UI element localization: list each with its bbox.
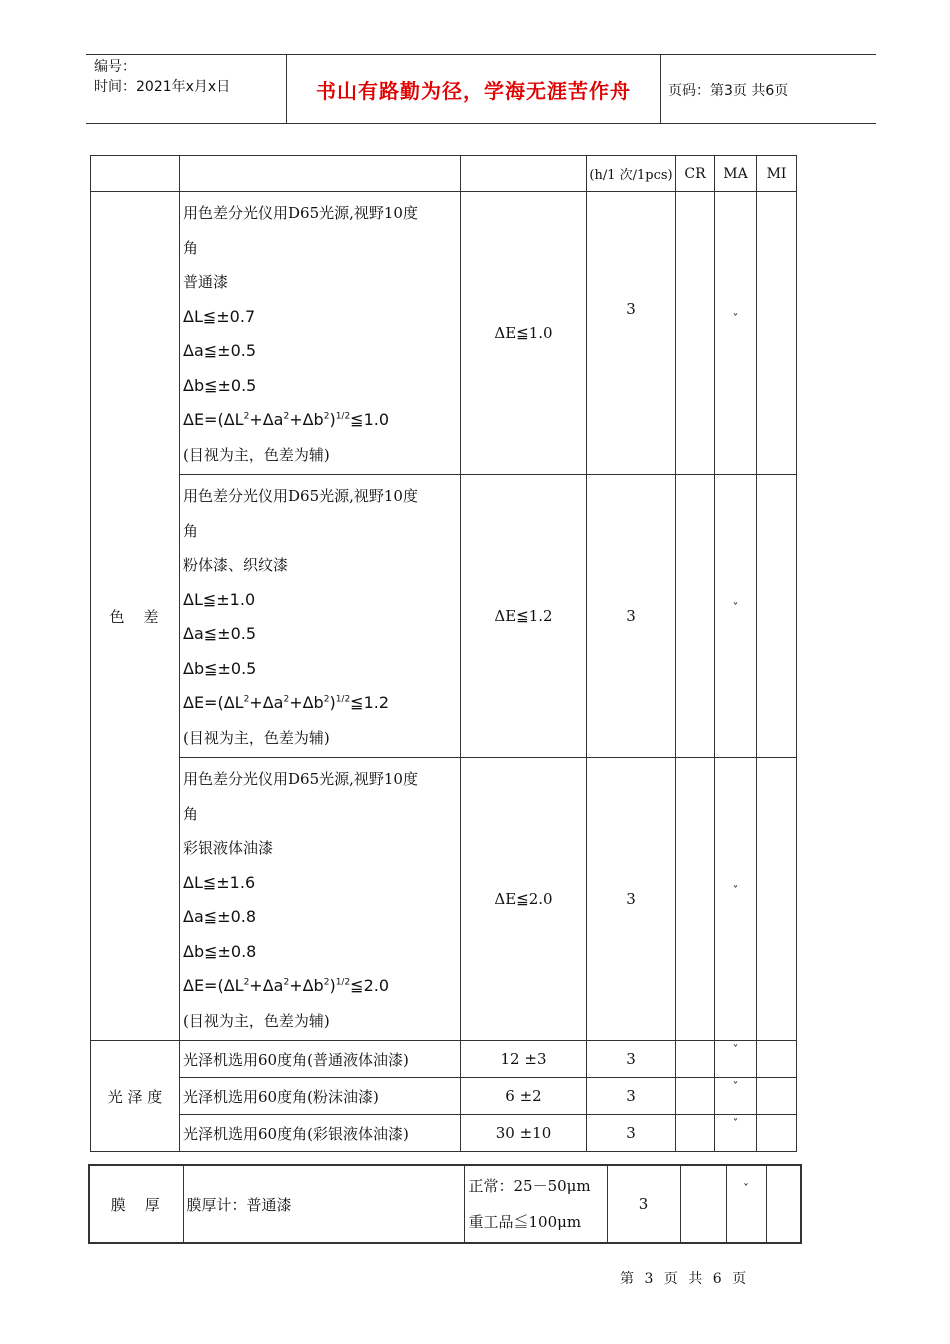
mi-cell	[757, 475, 797, 758]
formula-part: ≦2.0	[350, 976, 390, 995]
table-row	[91, 1078, 797, 1115]
method-description: 光泽机选用60度角(普通液体油漆)	[180, 1041, 461, 1078]
desc-line: 用色差分光仪用D65光源,视野10度	[183, 487, 418, 505]
delta-l: ΔL≦±1.6	[183, 872, 256, 892]
desc-line: 角	[183, 238, 199, 257]
delta-a: Δa≦±0.5	[183, 341, 257, 360]
ma-check-mark: ˇ	[715, 1115, 757, 1152]
standard-value: 6 ±2	[461, 1078, 587, 1115]
header-motto: 书山有路勤为径，学海无涯苦作舟	[316, 79, 631, 103]
formula-sup: 1/2	[335, 977, 351, 988]
formula-part: ΔE=(ΔL	[183, 976, 244, 995]
formula-part: ΔE=(ΔL	[183, 410, 244, 429]
inspection-table	[90, 155, 797, 1152]
cr-cell	[676, 1078, 715, 1115]
formula-sup: 2	[323, 411, 330, 422]
formula-sup: 2	[283, 411, 290, 422]
cr-cell	[676, 475, 715, 758]
formula-part: +Δb	[289, 410, 324, 429]
table-row	[91, 758, 797, 1041]
formula-sup: 1/2	[335, 694, 351, 705]
freq-value: 3	[587, 192, 676, 475]
desc-line: 彩银液体油漆	[183, 839, 274, 857]
header-cell-empty	[461, 156, 587, 192]
page-header	[86, 54, 876, 124]
cr-cell	[676, 1041, 715, 1078]
standard-value: 12 ±3	[461, 1041, 587, 1078]
cr-cell	[676, 758, 715, 1041]
formula-part: )	[329, 976, 336, 995]
formula-sup: 2	[243, 694, 250, 705]
delta-a: Δa≦±0.8	[183, 907, 257, 926]
formula-part: +Δb	[289, 693, 324, 712]
table-header-row	[91, 156, 797, 192]
freq-value: 3	[587, 1115, 676, 1152]
freq-value: 3	[587, 758, 676, 1041]
mi-cell	[757, 1115, 797, 1152]
desc-line: 粉体漆、织纹漆	[183, 556, 289, 574]
header-mi: MI	[757, 156, 797, 192]
category-film: 膜 厚	[89, 1165, 183, 1243]
film-thickness-table	[88, 1164, 802, 1244]
table-row	[91, 192, 797, 475]
code-label: 编号：	[94, 59, 136, 75]
cr-cell	[680, 1165, 726, 1243]
ma-check-mark: ˇ	[715, 192, 757, 475]
freq-value: 3	[587, 1078, 676, 1115]
ma-check-mark: ˇ	[726, 1165, 766, 1243]
standard-value	[464, 1165, 607, 1243]
desc-note: (目视为主，色差为辅)	[183, 728, 330, 747]
desc-note: (目视为主，色差为辅)	[183, 1011, 330, 1030]
formula-sup: 2	[323, 977, 330, 988]
formula-part: ≦1.0	[350, 410, 390, 429]
header-cell-empty	[91, 156, 180, 192]
formula-part: +Δa	[249, 693, 284, 712]
desc-line: 角	[183, 521, 199, 540]
method-description	[180, 758, 461, 1041]
formula-part: ΔE=(ΔL	[183, 693, 244, 712]
delta-l: ΔL≦±0.7	[183, 306, 256, 326]
freq-value: 3	[607, 1165, 680, 1243]
desc-line: 普通漆	[183, 273, 229, 291]
method-description: 膜厚计：普通漆	[183, 1165, 464, 1243]
table-row	[91, 1115, 797, 1152]
formula-part: +Δa	[249, 410, 284, 429]
delta-e-formula	[183, 403, 458, 438]
page-footer: 第 3 页 共 6 页	[620, 1271, 750, 1287]
delta-b: Δb≦±0.8	[183, 941, 257, 961]
method-description: 光泽机选用60度角(彩银液体油漆)	[180, 1115, 461, 1152]
mi-cell	[757, 758, 797, 1041]
cr-cell	[676, 1115, 715, 1152]
header-cell-empty	[180, 156, 461, 192]
delta-l: ΔL≦±1.0	[183, 589, 256, 609]
table-row	[91, 1041, 797, 1078]
table-row	[89, 1165, 801, 1243]
mi-cell	[757, 1078, 797, 1115]
standard-value: 30 ±10	[461, 1115, 587, 1152]
desc-note: (目视为主，色差为辅)	[183, 445, 330, 464]
formula-part: +Δa	[249, 976, 284, 995]
header-divider	[660, 55, 661, 123]
cr-cell	[676, 192, 715, 475]
standard-line: 正常：25－50μm	[468, 1177, 591, 1195]
formula-sup: 2	[243, 977, 250, 988]
formula-part: +Δb	[289, 976, 324, 995]
category-gloss: 光 泽 度	[91, 1041, 180, 1152]
header-ma: MA	[715, 156, 757, 192]
method-description: 光泽机选用60度角(粉沫油漆)	[180, 1078, 461, 1115]
freq-value: 3	[587, 1041, 676, 1078]
delta-a: Δa≦±0.5	[183, 624, 257, 643]
header-meta	[94, 57, 284, 97]
formula-sup: 2	[323, 694, 330, 705]
desc-line: 用色差分光仪用D65光源,视野10度	[183, 770, 418, 788]
mi-cell	[757, 192, 797, 475]
header-cr: CR	[676, 156, 715, 192]
time-label: 时间：2021年x月x日	[94, 79, 231, 95]
mi-cell	[766, 1165, 801, 1243]
header-freq: (h/1 次/1pcs)	[587, 156, 676, 192]
formula-part: )	[329, 410, 336, 429]
header-page-info: 页码：第3页 共6页	[668, 83, 789, 99]
ma-check-mark: ˇ	[715, 475, 757, 758]
category-color-diff: 色 差	[91, 192, 180, 1041]
ma-check-mark: ˇ	[715, 1041, 757, 1078]
standard-value: ΔE≦1.0	[461, 192, 587, 475]
formula-sup: 2	[243, 411, 250, 422]
formula-part: )	[329, 693, 336, 712]
desc-line: 用色差分光仪用D65光源,视野10度	[183, 204, 418, 222]
formula-part: ≦1.2	[350, 693, 390, 712]
method-description	[180, 192, 461, 475]
desc-line: 角	[183, 804, 199, 823]
standard-value: ΔE≦1.2	[461, 475, 587, 758]
delta-e-formula	[183, 686, 458, 721]
delta-b: Δb≦±0.5	[183, 658, 257, 678]
formula-sup: 2	[283, 694, 290, 705]
formula-sup: 2	[283, 977, 290, 988]
delta-b: Δb≦±0.5	[183, 375, 257, 395]
standard-line: 重工品≦100μm	[468, 1213, 582, 1231]
method-description	[180, 475, 461, 758]
formula-sup: 1/2	[335, 411, 351, 422]
ma-check-mark: ˇ	[715, 758, 757, 1041]
table-row	[91, 475, 797, 758]
delta-e-formula	[183, 969, 458, 1004]
mi-cell	[757, 1041, 797, 1078]
standard-value: ΔE≦2.0	[461, 758, 587, 1041]
ma-check-mark: ˇ	[715, 1078, 757, 1115]
freq-value: 3	[587, 475, 676, 758]
